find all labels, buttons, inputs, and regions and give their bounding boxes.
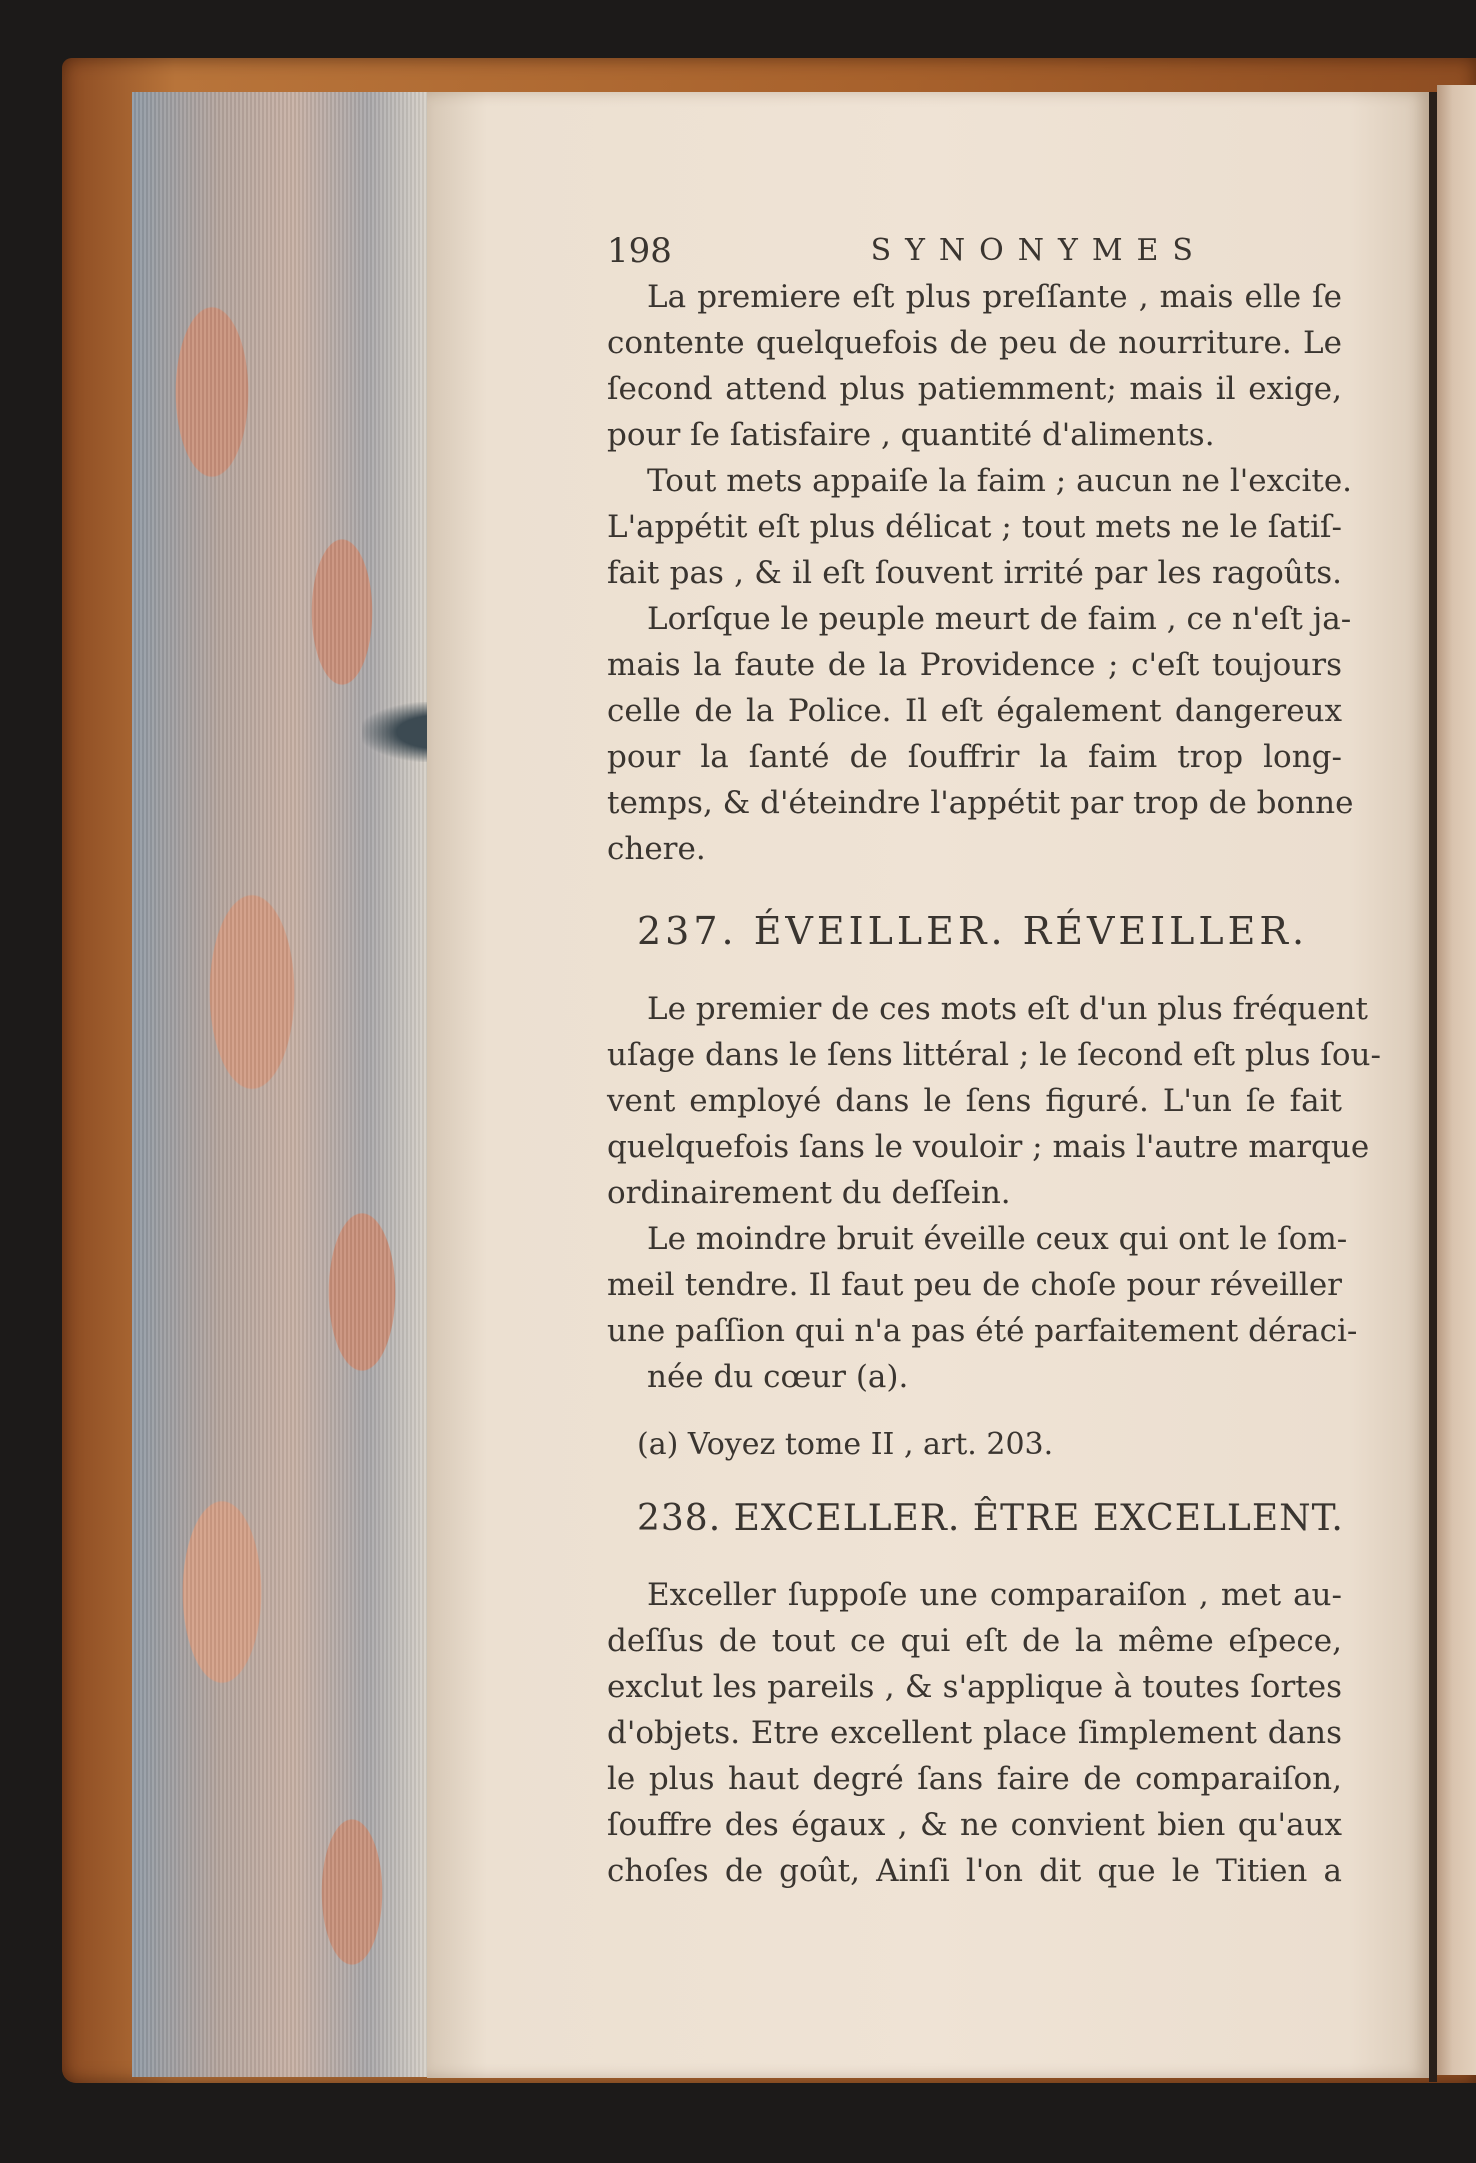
text-line: fait pas , & il eſt ſouvent irrité par les ragoûts. [607, 555, 1342, 591]
text-line: ſecond attend plus patiemment; mais il exige, [607, 371, 1342, 407]
running-head: SYNONYMES [870, 233, 1207, 268]
text-line: quelquefois ſans le vouloir ; mais l'autre marque [607, 1129, 1370, 1165]
text-line: Tout mets appaiſe la faim ; aucun ne l'excite. [647, 463, 1353, 499]
paragraph-1 [607, 274, 1367, 458]
page-header [607, 228, 1207, 274]
marbled-page-edge [132, 92, 427, 2077]
text-line: Exceller ſuppoſe une comparaiſon , met au- [647, 1577, 1342, 1613]
paragraph-3 [607, 596, 1367, 872]
text-line: meil tendre. Il faut peu de choſe pour réveiller [607, 1267, 1342, 1303]
text-line: Lorſque le peuple meurt de faim , ce n'eſt ja- [647, 601, 1352, 637]
section-heading-237: 237. ÉVEILLER. RÉVEILLER. [637, 909, 1309, 953]
text-line: La premiere eſt plus preſſante , mais elle ſe [647, 279, 1342, 315]
text-line: temps, & d'éteindre l'appétit par trop de bonne [607, 785, 1354, 821]
right-page-edge [1437, 85, 1476, 2075]
paragraph-4 [607, 986, 1381, 1216]
text-line: une paſſion qui n'a pas été parfaitement déraci- [607, 1313, 1358, 1349]
text-line: née du cœur (a). [647, 1359, 909, 1395]
section-heading-238: 238. EXCELLER. ÊTRE EXCELLENT. [637, 1498, 1344, 1539]
text-line: ordinairement du deſſein. [607, 1175, 1011, 1211]
text-line: vent employé dans le ſens figuré. L'un ſe fait [607, 1083, 1342, 1119]
text-line: Le moindre bruit éveille ceux qui ont le ſom- [647, 1221, 1348, 1257]
text-line: pour la ſanté de ſouffrir la faim trop long- [607, 739, 1342, 775]
text-line: deſſus de tout ce qui eſt de la même eſpece, [607, 1623, 1342, 1659]
text-line: le plus haut degré ſans faire de comparaiſon, [607, 1761, 1342, 1797]
text-line: pour ſe ſatisfaire , quantité d'aliments. [607, 417, 1215, 453]
page-text [607, 228, 1381, 1894]
paragraph-6 [607, 1572, 1367, 1894]
text-line: d'objets. Etre excellent place ſimplement dans [607, 1715, 1342, 1751]
text-line: contente quelquefois de peu de nourriture. Le [607, 325, 1342, 361]
footnote: (a) Voyez tome II , art. 203. [637, 1427, 1054, 1462]
text-line: ſouffre des égaux , & ne convient bien qu'aux [607, 1807, 1342, 1843]
text-line: celle de la Police. Il eſt également dangereux [607, 693, 1342, 729]
paragraph-5 [607, 1216, 1367, 1400]
book-gutter [1429, 92, 1437, 2082]
paragraph-2 [607, 458, 1367, 596]
text-line: exclut les pareils , & s'applique à toutes ſortes [607, 1669, 1342, 1705]
text-line: L'appétit eſt plus délicat ; tout mets ne le ſatiſ- [607, 509, 1342, 545]
text-line: chere. [607, 831, 706, 867]
text-line: uſage dans le ſens littéral ; le ſecond eſt plus ſou- [607, 1037, 1381, 1073]
text-line: mais la faute de la Providence ; c'eſt toujours [607, 647, 1342, 683]
text-line: choſes de goût, Ainſi l'on dit que le Titien a [607, 1853, 1342, 1889]
text-line: Le premier de ces mots eſt d'un plus fréquent [647, 991, 1368, 1027]
page-number: 198 [607, 231, 672, 271]
